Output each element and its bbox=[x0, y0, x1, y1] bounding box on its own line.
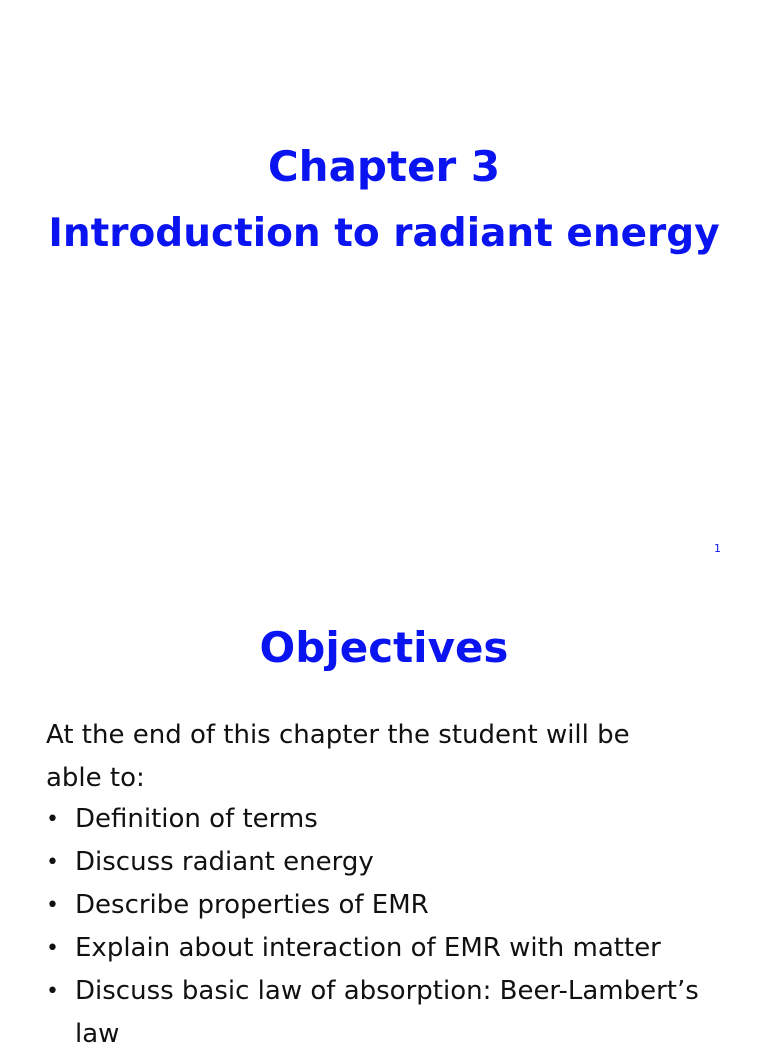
objectives-list bbox=[46, 798, 746, 1056]
list-item bbox=[46, 798, 746, 841]
bullet-icon: • bbox=[46, 936, 59, 961]
chapter-title: Introduction to radiant energy bbox=[48, 211, 720, 256]
list-item bbox=[46, 970, 746, 1056]
list-item-label: Definition of terms bbox=[75, 804, 318, 834]
list-item-label: Describe properties of EMR bbox=[75, 890, 429, 920]
chapter-heading: Chapter 3 bbox=[267, 142, 501, 191]
slide-objectives bbox=[0, 576, 768, 1049]
bullet-icon: • bbox=[46, 979, 59, 1004]
list-item-label: Discuss radiant energy bbox=[75, 847, 374, 877]
objectives-intro: At the end of this chapter the student will be able to: bbox=[46, 720, 630, 793]
list-item bbox=[46, 927, 746, 970]
slide-page-number: 1 bbox=[714, 542, 721, 555]
bullet-icon: • bbox=[46, 850, 59, 875]
list-item bbox=[46, 884, 746, 927]
bullet-icon: • bbox=[46, 893, 59, 918]
bullet-icon: • bbox=[46, 807, 59, 832]
list-item-label: Discuss basic law of absorption: Beer-Lambert’s law bbox=[75, 976, 699, 1049]
objectives-heading: Objectives bbox=[259, 623, 509, 672]
list-item-label: Explain about interaction of EMR with matter bbox=[75, 933, 661, 963]
list-item bbox=[46, 841, 746, 884]
